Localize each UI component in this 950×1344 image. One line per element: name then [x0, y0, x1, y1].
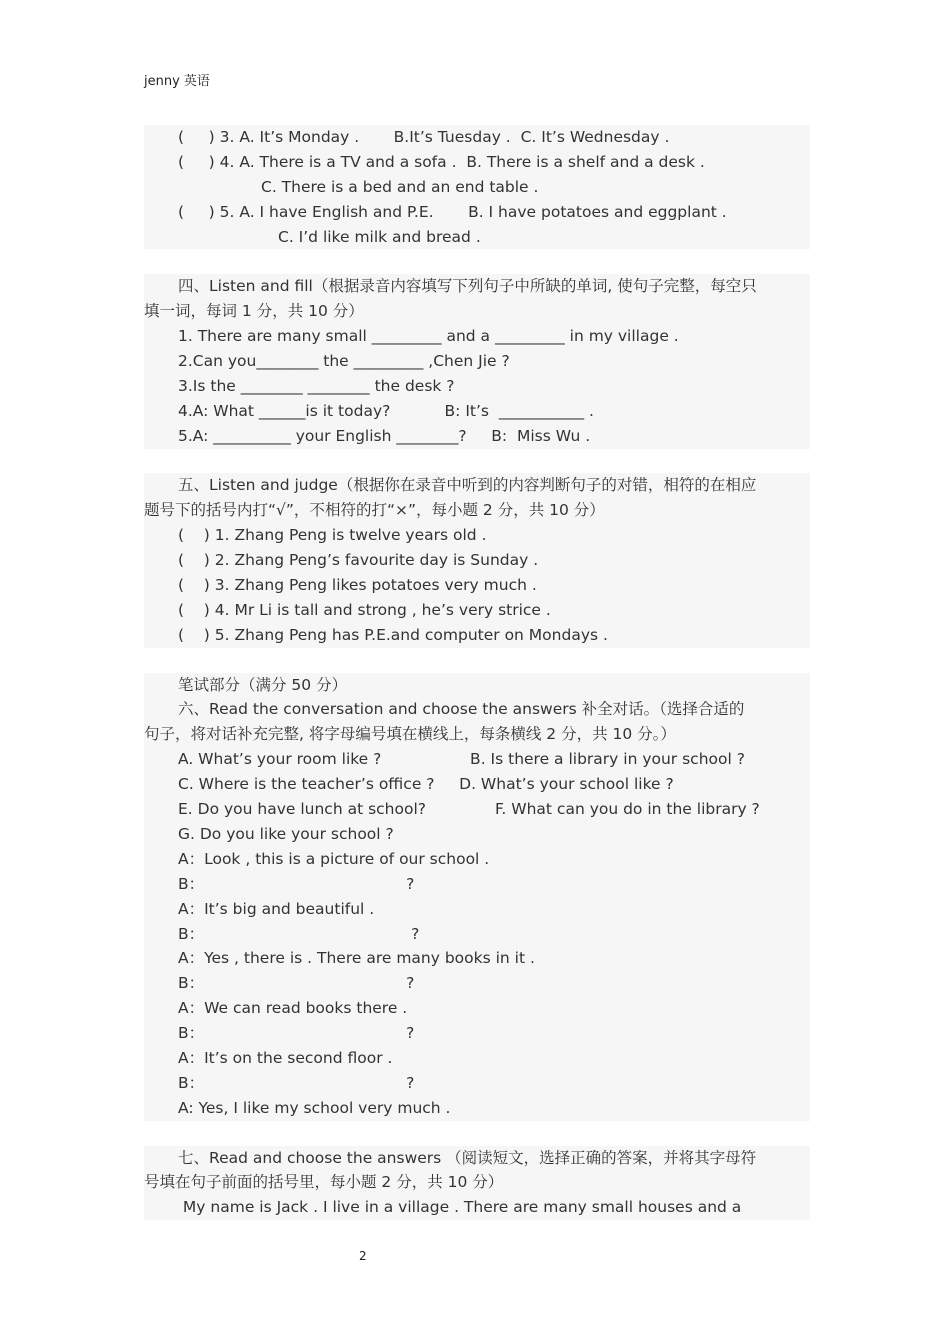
section-6-title: 六、Read the conversation and choose the answers 补全对话。（选择合适的 — [144, 697, 810, 722]
fill-item: 4.A: What ______is it today? B: It’s ___________ . — [144, 399, 810, 424]
dialogue-line: A：Yes , there is . There are many books in it . — [144, 946, 810, 971]
section-7-title-cont: 号填在句子前面的括号里，每小题 2 分，共 10 分） — [144, 1170, 810, 1195]
question-4-option-c: C. There is a bed and an end table . — [144, 175, 810, 200]
section-4-title-cont: 填一词，每词 1 分，共 10 分） — [144, 299, 810, 324]
question-5: ( ) 5. A. I have English and P.E. B. I have potatoes and eggplant . — [144, 200, 810, 225]
fill-item: 2.Can you________ the _________ ,Chen Jie ? — [144, 349, 810, 374]
dialogue-line: A：It’s big and beautiful . — [144, 897, 810, 922]
judge-item: ( ) 4. Mr Li is tall and strong , he’s very strice . — [144, 598, 810, 623]
dialogue-line: B： ? — [144, 922, 810, 947]
exam-page — [144, 125, 810, 1220]
judge-item: ( ) 1. Zhang Peng is twelve years old . — [144, 523, 810, 548]
section-4-title: 四、Listen and fill（根据录音内容填写下列句子中所缺的单词, 使句子完整，每空只 — [144, 274, 810, 299]
option-line: E. Do you have lunch at school? F. What can you do in the library ? — [144, 797, 810, 822]
question-5-option-c: C. I’d like milk and bread . — [144, 225, 810, 250]
dialogue-line: A：We can read books there . — [144, 996, 810, 1021]
dialogue-line: B： ? — [144, 1021, 810, 1046]
dialogue-line: A: Yes, I like my school very much . — [144, 1096, 810, 1121]
judge-item: ( ) 2. Zhang Peng’s favourite day is Sunday . — [144, 548, 810, 573]
reading-passage: My name is Jack . I live in a village . There are many small houses and a — [144, 1195, 810, 1220]
section-5-title-cont: 题号下的括号内打“√”，不相符的打“×”，每小题 2 分，共 10 分） — [144, 498, 810, 523]
question-4: ( ) 4. A. There is a TV and a sofa . B. There is a shelf and a desk . — [144, 150, 810, 175]
judge-item: ( ) 3. Zhang Peng likes potatoes very much . — [144, 573, 810, 598]
option-line: G. Do you like your school ? — [144, 822, 810, 847]
judge-item: ( ) 5. Zhang Peng has P.E.and computer on Mondays . — [144, 623, 810, 648]
fill-item: 3.Is the ________ ________ the desk ? — [144, 374, 810, 399]
question-3: ( ) 3. A. It’s Monday . B.It’s Tuesday . C. It’s Wednesday . — [144, 125, 810, 150]
option-line: A. What’s your room like ? B. Is there a library in your school ? — [144, 747, 810, 772]
option-line: C. Where is the teacher’s office ? D. What’s your school like ? — [144, 772, 810, 797]
fill-item: 1. There are many small _________ and a _________ in my village . — [144, 324, 810, 349]
section-7-title: 七、Read and choose the answers （阅读短文，选择正确的答案，并将其字母符 — [144, 1146, 810, 1171]
page-number: 2 — [359, 1249, 367, 1263]
dialogue-line: B： ? — [144, 1071, 810, 1096]
fill-item: 5.A: __________ your English ________? B: Miss Wu . — [144, 424, 810, 449]
written-part-title: 笔试部分（满分 50 分） — [144, 673, 810, 698]
dialogue-line: B： ? — [144, 971, 810, 996]
section-5-title: 五、Listen and judge（根据你在录音中听到的内容判断句子的对错，相符的在相应 — [144, 473, 810, 498]
section-6-title-cont: 句子，将对话补充完整, 将字母编号填在横线上，每条横线 2 分，共 10 分。） — [144, 722, 810, 747]
dialogue-line: B： ? — [144, 872, 810, 897]
page-header: jenny 英语 — [144, 74, 210, 89]
dialogue-line: A：Look , this is a picture of our school . — [144, 847, 810, 872]
dialogue-line: A：It’s on the second floor . — [144, 1046, 810, 1071]
